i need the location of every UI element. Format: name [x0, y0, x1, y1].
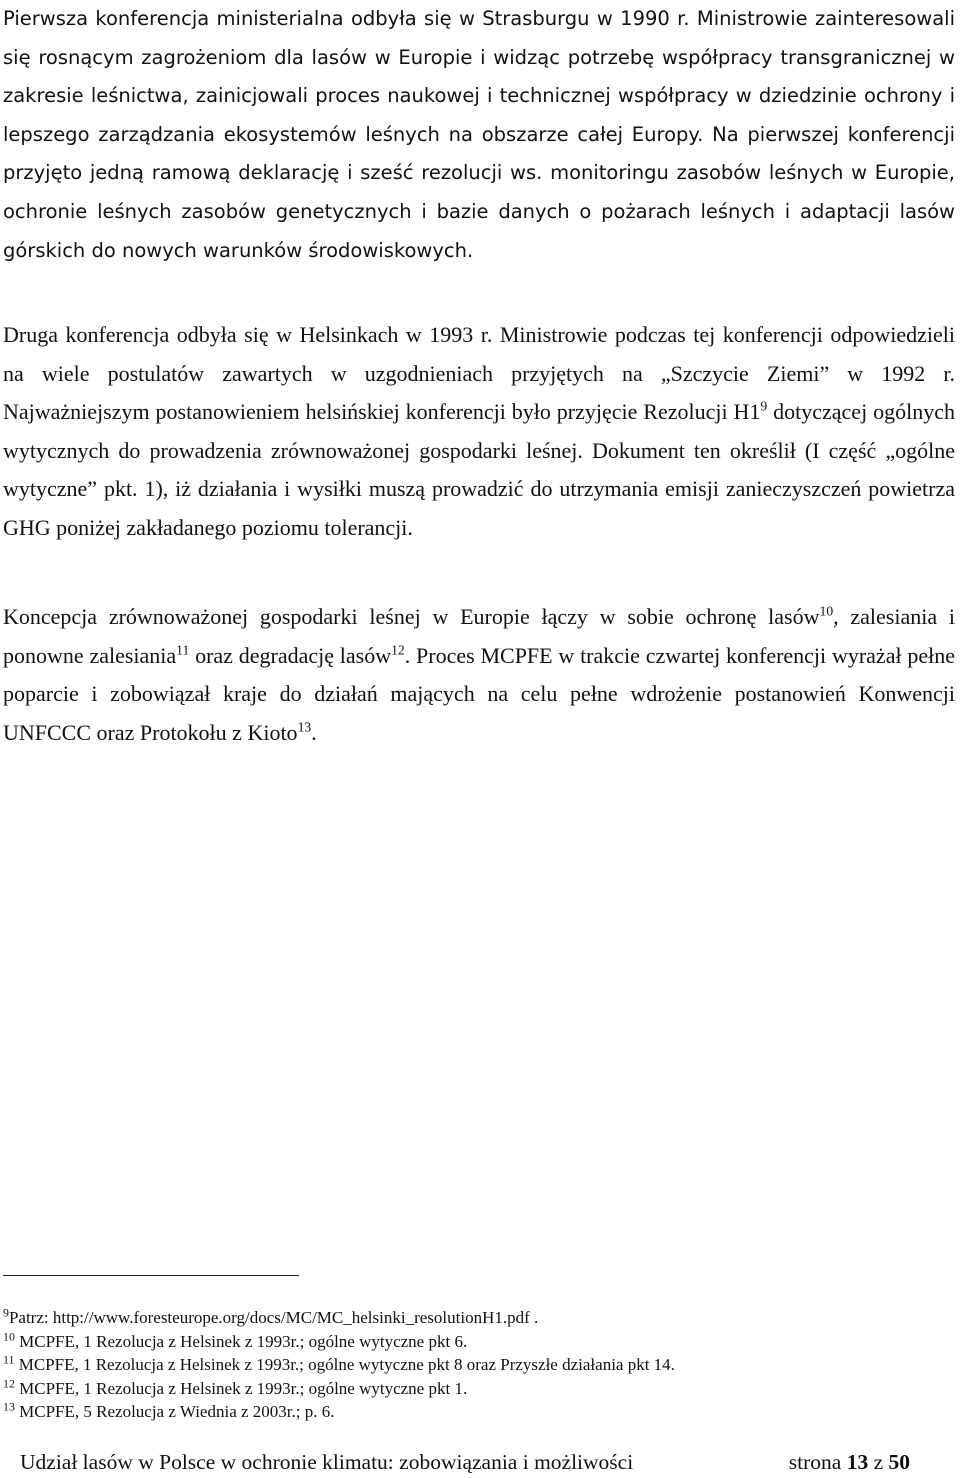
footnote-number: 13 — [3, 1399, 15, 1414]
page-footer — [20, 1449, 910, 1475]
paragraph-sustainable-forestry — [3, 598, 955, 752]
paragraph-text: . — [311, 719, 317, 745]
paragraph-text: oraz degradację lasów — [189, 642, 392, 668]
footnote-13 — [3, 1400, 953, 1424]
footnote-ref-9[interactable]: 9 — [760, 398, 768, 414]
page-number — [789, 1449, 910, 1475]
footnote-text: MCPFE, 1 Rezolucja z Helsinek z 1993r.; ogólne wytyczne pkt 1. — [14, 1378, 468, 1398]
page-number-current: 13 — [846, 1450, 869, 1474]
paragraph-text: . Proces MCPFE w trakcie czwartej konferencji wyrażał pełne poparcie i zobowiązał kraje do działań mających na celu pełne wdrożenie postanowień Konwencji UNFCCC oraz Protokołu z Kioto — [3, 642, 955, 745]
page-number-prefix: strona — [788, 1450, 847, 1474]
footnote-12 — [3, 1377, 953, 1401]
paragraph-second-conference — [3, 316, 955, 548]
footnote-text: MCPFE, 1 Rezolucja z Helsinek z 1993r.; ogólne wytyczne pkt 6. — [14, 1331, 468, 1351]
footnote-number: 11 — [3, 1352, 15, 1367]
page-number-total: 50 — [888, 1450, 910, 1474]
footnote-number: 9 — [3, 1305, 9, 1320]
footnote-number: 12 — [3, 1375, 15, 1390]
footnote-10 — [3, 1330, 953, 1354]
paragraph-text: Koncepcja zrównoważonej gospodarki leśnej w Europie łączy w sobie ochronę lasów — [3, 604, 820, 629]
paragraph-text: dotyczącej ogólnych wytycznych do prowadzenia zrównoważonej gospodarki leśnej. Dokument ten określił (I część „ogólne wytyczne” pkt. 1), iż działania i wysiłki muszą prowadzić do utrzymania emisji zanieczyszczeń powietrza GHG poniżej zakładanego poziomu tolerancji. — [3, 399, 955, 540]
footnote-number: 10 — [3, 1328, 15, 1343]
footnotes — [3, 1306, 953, 1424]
footnote-ref-10[interactable]: 10 — [819, 603, 834, 619]
footer-title: Udział lasów w Polsce w ochronie klimatu: zobowiązania i możliwości — [20, 1450, 634, 1474]
footnote-ref-12[interactable]: 12 — [391, 642, 405, 658]
paragraph-text: Druga konferencja odbyła się w Helsinkach w 1993 r. Ministrowie podczas tej konferencji odpowiedzieli na wiele postulatów zawartych w uzgodnieniach przyjętych na „Szczycie Ziemi” w 1992 r. Najważniejszym postanowieniem helsińskiej konferencji było przyjęcie Rezolucji H1 — [3, 322, 955, 425]
footnote-ref-13[interactable]: 13 — [297, 719, 312, 735]
page-number-sep: z — [868, 1450, 889, 1474]
footnote-text: Patrz: http://www.foresteurope.org/docs/MC/MC_helsinki_resolutionH1.pdf . — [8, 1308, 539, 1327]
paragraph-text: , zalesiania i ponowne zalesiania — [3, 604, 955, 668]
paragraph-first-conference: Pierwsza konferencja ministerialna odbyła się w Strasburgu w 1990 r. Ministrowie zainteresowali się rosnącym zagrożeniom dla lasów w Europie i widząc potrzebę współpracy transgranicznej w zakresie leśnictwa, zainicjowali proces naukowej i technicznej współpracy w dziedzinie ochrony i lepszego zarządzania ekosystemów leśnych na obszarze całej Europy. Na pierwszej konferencji przyjęto jedną ramową deklarację i sześć rezolucji ws. monitoringu zasobów leśnych w Europie, ochronie leśnych zasobów genetycznych i bazie danych o pożarach leśnych i adaptacji lasów górskich do nowych warunków środowiskowych. — [3, 7, 955, 262]
footnote-text: MCPFE, 5 Rezolucja z Wiednia z 2003r.; p. 6. — [14, 1402, 335, 1421]
footnote-separator — [3, 1275, 299, 1276]
footnote-11 — [3, 1353, 953, 1377]
footnote-ref-11[interactable]: 11 — [176, 642, 190, 658]
footnote-text: MCPFE, 1 Rezolucja z Helsinek z 1993r.; ogólne wytyczne pkt 8 oraz Przyszłe działania pkt 14. — [14, 1355, 675, 1374]
footnote-9 — [3, 1306, 953, 1330]
